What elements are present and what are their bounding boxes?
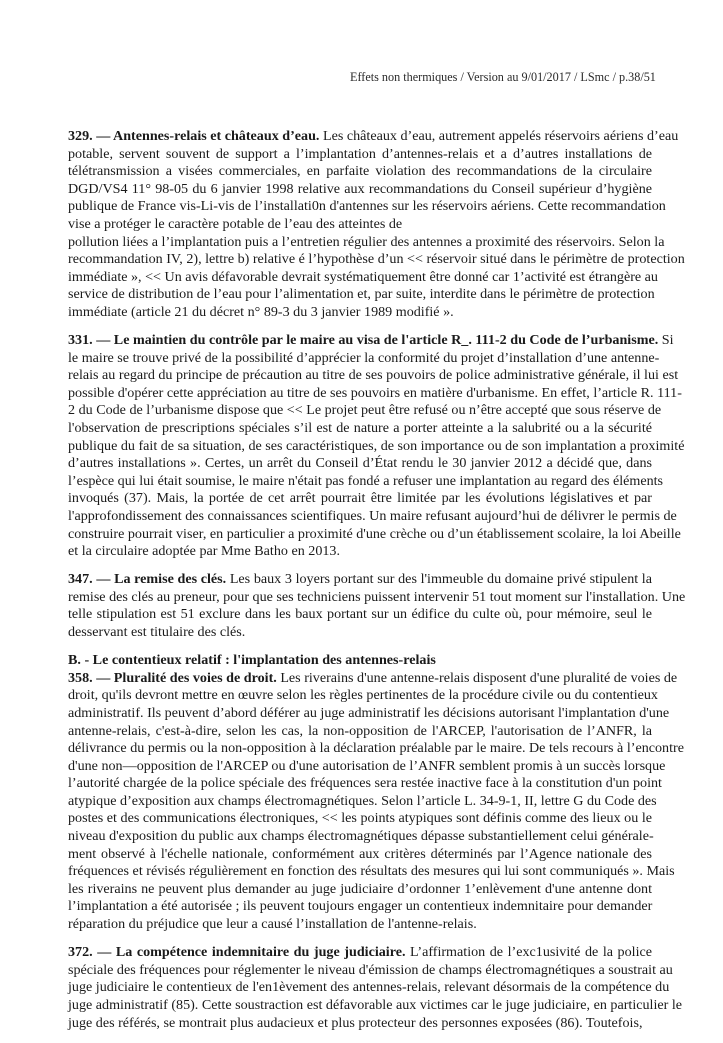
text-line: droit, qu'ils devront mettre en œuvre selon les règles pertinentes de la procédure civile ou du contentieux (68, 687, 658, 704)
text-line: l'approfondissement des connaissances scientifiques. Un maire refusant aujourd’hui de délivrer le permis de (68, 507, 677, 524)
paragraph-358 (68, 669, 684, 934)
text-line: juge des référés, se montrait plus audacieux et plus protecteur des personnes exposées (86). Toutefois, (68, 1014, 643, 1031)
text-line: DGD/VS4 11° 98-05 du 6 janvier 1998 relative aux recommandations du Conseil supérieur d’hygiène (68, 180, 652, 197)
text-line: recommandation IV, 2), lettre b) relative é l’hypothèse d’un << réservoir situé dans le périmètre de protection (68, 251, 685, 268)
document-body (68, 128, 686, 1043)
paragraph-heading: 347. — La remise des clés. (68, 571, 227, 588)
text-line: l’autorité chargée de la police spéciale des fréquences sera restée inactive face à la constitution d'un point (68, 775, 662, 792)
paragraph-347 (68, 571, 686, 641)
text-line: le maire se trouve privé de la possibilité d’apprécier la conformité du projet d’installation d’une antenne- (68, 349, 660, 366)
paragraph-329 (68, 128, 685, 322)
text-line: administratif. Ils peuvent d’abord déférer au juge administratif les décisions autorisant l'implantation d'une (68, 704, 670, 721)
text-line: possible d'opérer cette appréciation au titre de ses pouvoirs en matière d'urbanisme. En effet, l’article R. 111- (68, 384, 682, 401)
text-line: d'une non—opposition de l'ARCEP ou d'une autorisation de l’ANFR semblent promis à un succès lorsque (68, 757, 666, 774)
paragraph-heading: 329. — Antennes-relais et châteaux d’eau. (68, 128, 320, 144)
text-line: publique de France vis-Li-vis de l’installati0n d'antennes sur les réservoirs aériens. Cette recommandation (68, 198, 666, 215)
text-line: spéciale des fréquences pour réglementer le niveau d'émission de champs électromagnétiques a soustrait au (68, 961, 673, 978)
text-line: atypique d’exposition aux champs électromagnétiques. Selon l’article L. 34-9-1, II, lettre G du Code des (68, 792, 657, 809)
text-line: 372. — La compétence indemnitaire du juge judiciaire. L’affirmation de l’exc1usivité de la police (68, 944, 652, 961)
paragraph-heading: 331. — Le maintien du contrôle par le maire au visa de l'article R_. 111-2 du Code de l’urbanisme. (68, 332, 659, 349)
text-line: immédiate (article 21 du décret n° 89-3 du 3 janvier 1989 modifié ». (68, 303, 454, 320)
text-line: délivrance du permis ou la non-opposition à la déclaration préalable par le maire. De tels recours à l’encontre (68, 740, 684, 757)
text-line: immédiate », << Un avis défavorable devrait systématiquement être donné car 1’activité est étrangère au (68, 268, 658, 285)
text-line: juge judiciaire le contentieux de l'en1èvement des antennes-relais, relevant désormais de la compétence du (68, 979, 670, 996)
text-line: d’autres installations ». Certes, un arrêt du Conseil d’État rendu le 30 janvier 2012 a décidé que, dans (68, 455, 652, 472)
text-line: publique du fait de sa situation, de ses caractéristiques, de son importance ou de son implantation a proximité (68, 437, 685, 454)
text-line: 347. — La remise des clés. Les baux 3 loyers portant sur des l'immeuble du domaine privé stipulent la (68, 571, 652, 588)
text-line: 358. — Pluralité des voies de droit. Les riverains d'une antenne-relais disposent d'une pluralité de voies de (68, 669, 678, 686)
text-line: télétransmission a visées commerciales, en parfaite violation des recommandations de la circulaire (68, 163, 652, 180)
text-line: l’implantation a été autorisée ; ils peuvent toujours engager un contentieux indemnitaire pour demander (68, 898, 653, 915)
text-line: potable, servent souvent de support a l’implantation d’antennes-relais et a d’autres installations de (68, 145, 652, 162)
text-line: construire pourrait viser, en particulier a proximité d'une crèche ou d’un établissement scolaire, la loi Abeille (68, 525, 681, 542)
running-header: Effets non thermiques / Version au 9/01/2017 / LSmc / p.38/51 (350, 70, 656, 84)
text-line: fréquences et révisés régulièrement en fonction des résultats des mesures qui lui sont communiqués ». Mais (68, 863, 675, 880)
section-subheading (68, 652, 652, 670)
paragraph-331 (68, 332, 685, 561)
text-line: pollution liées a l’implantation puis a l’entretien régulier des antennes a proximité des réservoirs. Selon la (68, 233, 665, 250)
text-line: 331. — Le maintien du contrôle par le maire au visa de l'article R_. 111-2 du Code de l’urbanisme. Si (68, 332, 674, 349)
text-line: réparation du préjudice que leur a causé l’installation de l'antenne-relais. (68, 916, 477, 933)
text-line: l'observation de prescriptions spéciales s’il est de nature a porter atteinte a la salubrité ou a la sécurité (68, 420, 652, 436)
text-line: et la circulaire adoptée par Mme Batho en 2013. (68, 543, 340, 560)
text-line: remise des clés au preneur, pour que ses techniciens puissent intervenir 51 tout moment sur l'installation. Une (68, 588, 686, 605)
text-line: juge administratif (85). Cette soustraction est défavorable aux victimes car le juge judiciaire, en particulier le (68, 996, 683, 1013)
text-line: antenne-relais, c'est-à-dire, selon les cas, la non-opposition de l'ARCEP, l'autorisation de l’ANFR, la (68, 722, 652, 739)
text-line: postes et des communications électroniques, << les points atypiques sont définis comme des lieux ou le (68, 810, 652, 827)
paragraph-heading: 372. — La compétence indemnitaire du juge judiciaire. (68, 944, 406, 961)
text-line: niveau d'exposition du public aux champs électromagnétiques dépasse substantiellement celui générale- (68, 828, 654, 845)
paragraph-heading: 358. — Pluralité des voies de droit. (68, 669, 277, 686)
text-line: vise a protéger le caractère potable de l’eau des atteintes de (68, 215, 403, 232)
subheading-text: B. - Le contentieux relatif : l'implantation des antennes-relais (68, 652, 436, 669)
text-line: 329. — Antennes-relais et châteaux d’eau. Les châteaux d’eau, autrement appelés réservoirs aériens d’eau (68, 128, 679, 144)
text-line: les riverains ne peuvent plus demander au juge judiciaire d’ordonner 1’enlèvement d'une antenne dont (68, 880, 652, 897)
text-line: service de distribution de l’eau pour l’alimentation et, par suite, interdite dans le périmètre de protection (68, 286, 655, 303)
text-line: desservant est titulaire des clés. (68, 624, 246, 641)
text-line: relais au regard du principe de précaution au titre de ses pouvoirs de police administrative générale, il lui est (68, 367, 679, 384)
paragraph-372 (68, 944, 683, 1032)
text-line: invoqués (37). Mais, la portée de cet arrêt pourrait être limitée par les évolutions législatives et par (68, 490, 652, 507)
text-line: ment observé à l'échelle nationale, conformément aux critères déterminés par l’Agence nationale des (68, 845, 652, 862)
text-line: telle stipulation est 51 exclure dans les baux portant sur un édifice du culte où, pour mémoire, seul le (68, 606, 652, 623)
text-line: l’espèce qui lui était soumise, le maire n'était pas fondé a refuser une implantation au regard des éléments (68, 472, 664, 489)
text-line: 2 du Code de l’urbanisme dispose que << Le projet peut être refusé ou n’être accepté que sous réserve de (68, 402, 662, 419)
